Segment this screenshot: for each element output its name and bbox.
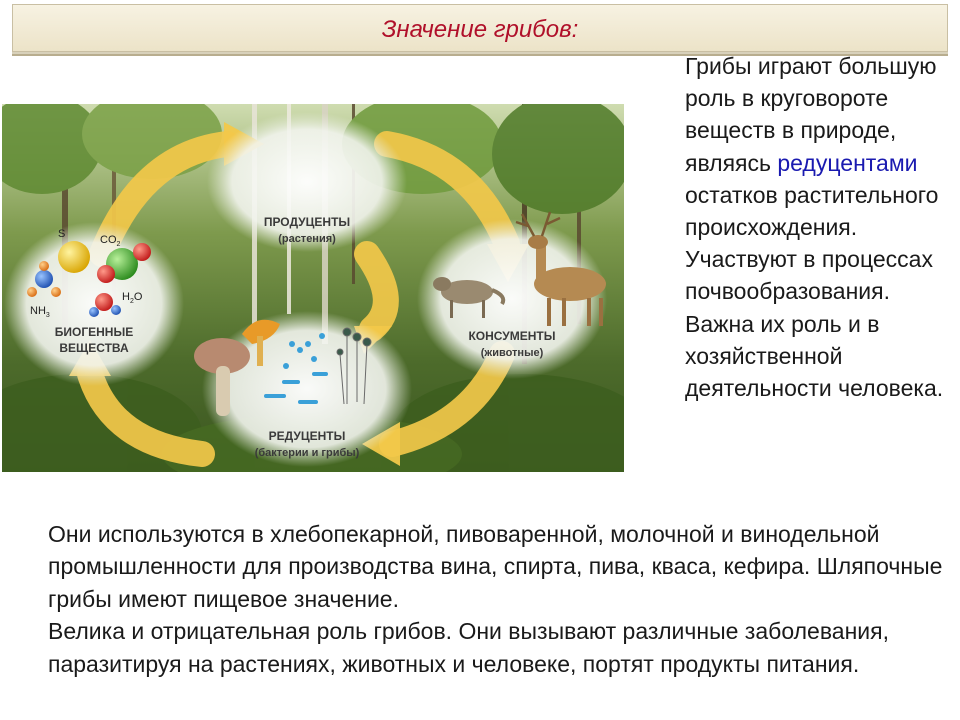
right-paragraph-1-start: Грибы играют большую роль в круговороте веществ в природе, являясь [685, 53, 937, 176]
producers-title: ПРОДУЦЕНТЫ [263, 215, 351, 229]
producers-cloud [207, 112, 407, 252]
consumers-title: КОНСУМЕНТЫ [468, 329, 556, 343]
bottom-text-block [12, 518, 948, 680]
h2o-label: $H_2O$ [122, 291, 143, 305]
cycle-illustration [2, 104, 624, 472]
right-paragraph-2: Важна их роль и в хозяйственной деятельности человека. [685, 310, 944, 402]
bottom-paragraph-1: Они используются в хлебопекарной, пивоваренной, молочной и винодельной промышленности для производства вина, спирта, пива, кваса, кефира. Шляпочные грибы имеют пищевое значение. [48, 521, 943, 612]
consumers-subtitle: (животные) [480, 347, 544, 359]
title-bar [12, 4, 948, 52]
reducers-subtitle: (бактерии и грибы) [254, 447, 360, 459]
nutrients-cloud [4, 222, 184, 386]
nutrients-title-line2: ВЕЩЕСТВА [59, 341, 129, 355]
right-paragraph-1-end: остатков растительного происхождения. Участвуют в процессах почвообразования. [685, 181, 939, 305]
nutrients-title-line1: БИОГЕННЫЕ [54, 325, 134, 339]
nh3-label: $NH_3$ [30, 305, 50, 319]
sulfur-label: S [58, 228, 66, 240]
producers-subtitle: (растения) [278, 233, 336, 245]
reducers-cloud [202, 311, 412, 467]
right-text-block [649, 50, 949, 404]
nutrient-cycle-diagram [2, 104, 624, 472]
page-title: Значение грибов: [381, 16, 579, 43]
reducers-title: РЕДУЦЕНТЫ [268, 429, 346, 443]
bottom-paragraph-2: Велика и отрицательная роль грибов. Они вызывают различные заболевания, паразитируя на растениях, животных и человеке, портят продукты питания. [48, 618, 889, 677]
reducers-term: редуцентами [777, 149, 918, 176]
co2-label: $CO_2$ [100, 234, 121, 248]
right-paragraph-1 [649, 50, 949, 308]
